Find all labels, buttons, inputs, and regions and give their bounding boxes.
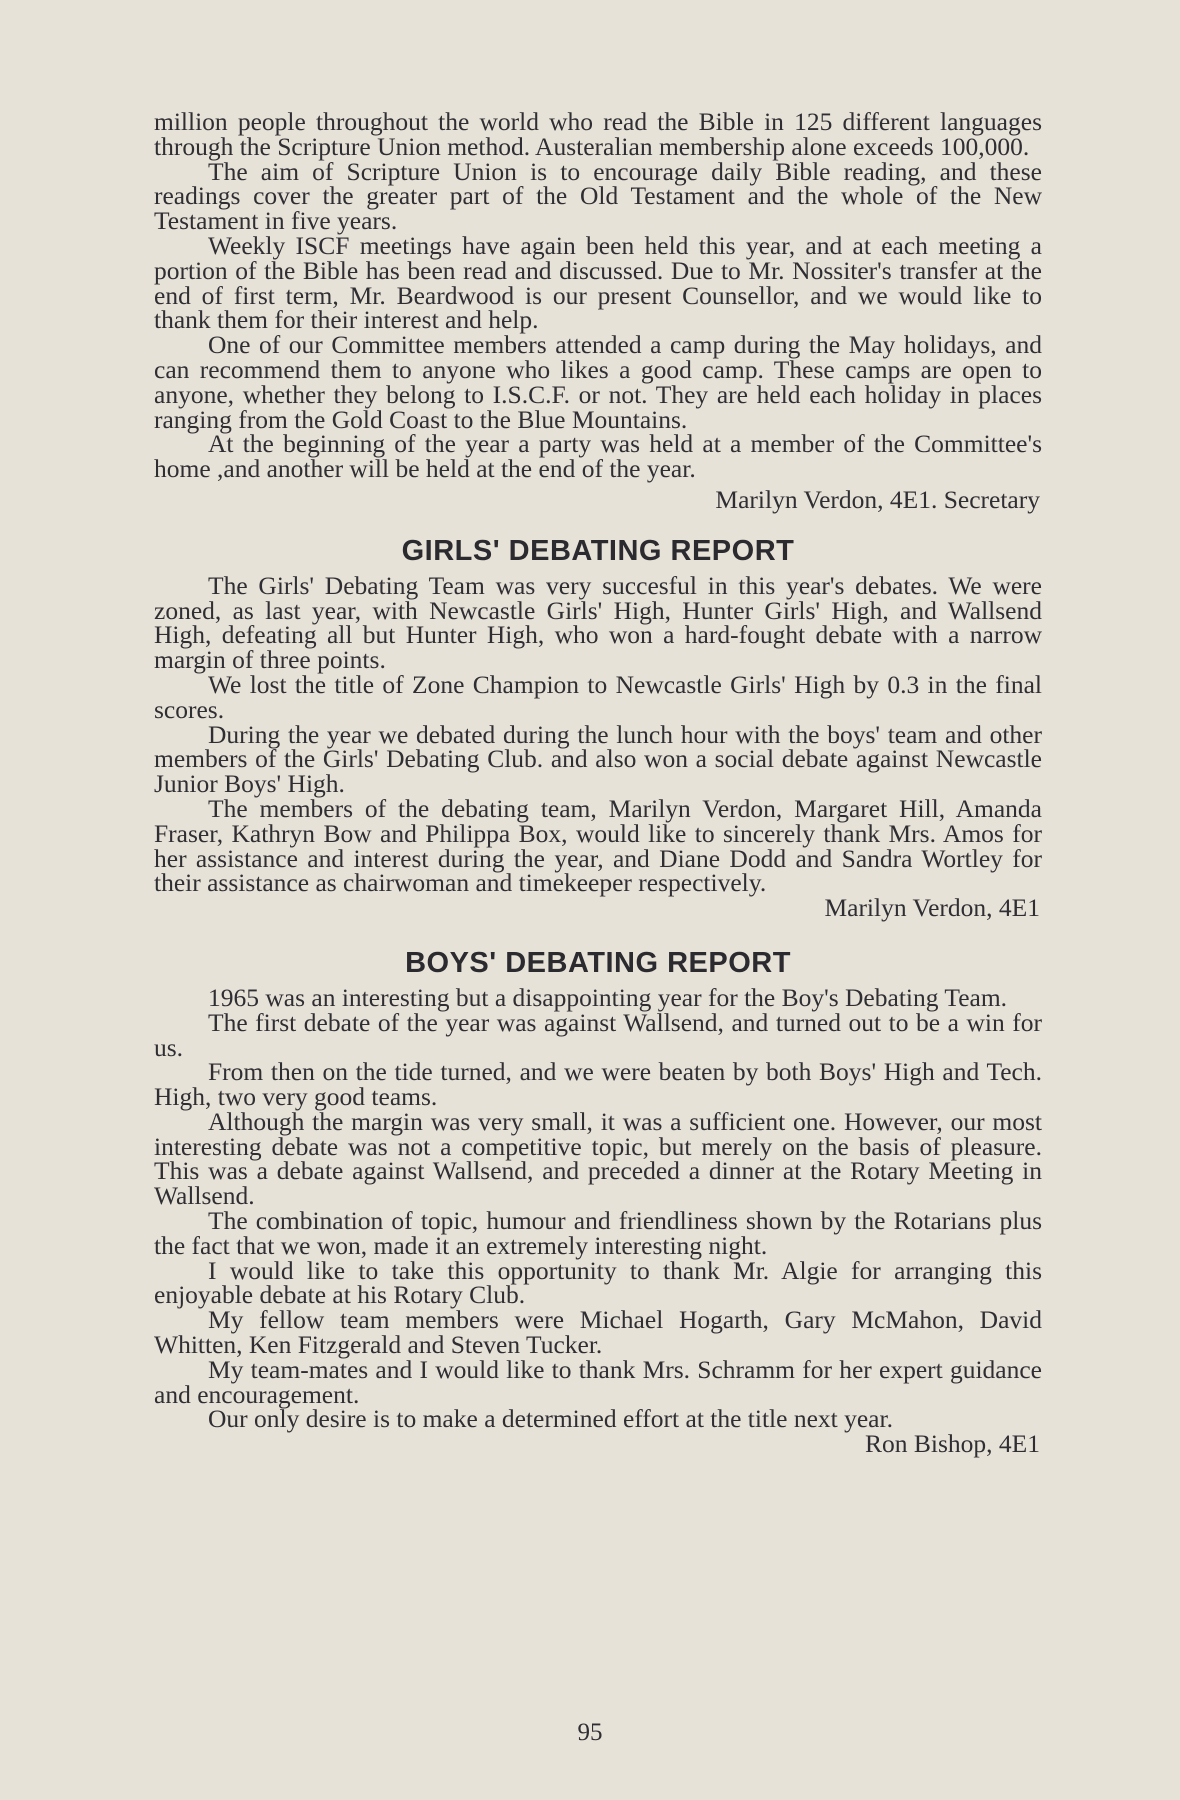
body-paragraph: 1965 was an interesting but a disappointing year for the Boy's Debating Team. <box>208 982 1008 1012</box>
body-paragraph: The combination of topic, humour and friendliness shown by the Rotarians plus the fact that we won, made it an extremely interesting night. <box>154 1206 1042 1260</box>
body-paragraph: My fellow team members were Michael Hogarth, Gary McMahon, David Whitten, Ken Fitzgerald and Steven Tucker. <box>154 1305 1042 1360</box>
body-paragraph: The members of the debating team, Marilyn Verdon, Margaret Hill, Amanda Fraser, Kathryn Bow and Philippa Box, would like to sincerely thank Mrs. Amos for her assistance and interest during the year, and Diane Dodd and Sandra Wortley for their assistance as chairwoman and timekeeper respectively. <box>154 793 1042 898</box>
page-number: 95 <box>577 1719 603 1746</box>
body-paragraph: My team-mates and I would like to thank Mrs. Schramm for her expert guidance and encouragement. <box>154 1354 1042 1409</box>
body-paragraph: I would like to take this opportunity to thank Mr. Algie for arranging this enjoyable debate at his Rotary Club. <box>154 1255 1042 1310</box>
section-heading: GIRLS' DEBATING REPORT <box>401 534 795 567</box>
scripture-union-section <box>154 107 1042 514</box>
body-paragraph: At the beginning of the year a party was held at a member of the Committee's home ,and another will be held at the end of the year. <box>154 429 1042 484</box>
signature: Ron Bishop, 4E1 <box>865 1429 1040 1459</box>
body-paragraph: During the year we debated during the lunch hour with the boys' team and other members of the Girls' Debating Club. and also won a social debate against Newcastle Junior Boys' High. <box>154 719 1042 799</box>
body-paragraph: Our only desire is to make a determined effort at the title next year. <box>208 1404 893 1434</box>
body-paragraph: million people throughout the world who read the Bible in 125 different languages through the Scripture Union method. Austeralian membership alone exceeds 100,000. <box>154 107 1042 161</box>
body-paragraph: We lost the title of Zone Champion to Newcastle Girls' High by 0.3 in the final scores. <box>154 669 1042 724</box>
section-heading: BOYS' DEBATING REPORT <box>405 946 791 979</box>
girls-debating-section <box>154 535 1042 921</box>
signature: Marilyn Verdon, 4E1. Secretary <box>715 484 1040 514</box>
body-paragraph: Weekly ISCF meetings have again been held this year, and at each meeting a portion of the Bible has been read and discussed. Due to Mr. Nossiter's transfer at the end of first term, Mr. Beardwood is our present Counsellor, and we would like to thank them for their interest and help. <box>154 230 1042 335</box>
body-paragraph: The aim of Scripture Union is to encourage daily Bible reading, and these readings cover the greater part of the Old Testament and the whole of the New Testament in five years. <box>154 156 1042 236</box>
body-paragraph: Although the margin was very small, it was a sufficient one. However, our most interesting debate was not a competitive topic, but merely on the basis of pleasure. This was a debate against Wallsend, and preceded a dinner at the Rotary Meeting in Wallsend. <box>154 1106 1042 1211</box>
page-content <box>154 107 1042 1459</box>
body-paragraph: One of our Committee members attended a camp during the May holidays, and can recommend them to anyone who likes a good camp. These camps are open to anyone, whether they belong to I.S.C.F. or not. They are held each holiday in places ranging from the Gold Coast to the Blue Mountains. <box>154 330 1042 434</box>
body-paragraph: The Girls' Debating Team was very succesful in this year's debates. We were zoned, as last year, with Newcastle Girls' High, Hunter Girls' High, and Wallsend High, defeating all but Hunter High, who won a hard-fought debate with a narrow margin of three points. <box>154 570 1042 675</box>
boys-debating-section <box>154 947 1042 1457</box>
body-paragraph: From then on the tide turned, and we were beaten by both Boys' High and Tech. High, two very good teams. <box>154 1057 1042 1112</box>
signature: Marilyn Verdon, 4E1 <box>824 893 1040 923</box>
body-paragraph: The first debate of the year was against Wallsend, and turned out to be a win for us. <box>154 1007 1042 1062</box>
